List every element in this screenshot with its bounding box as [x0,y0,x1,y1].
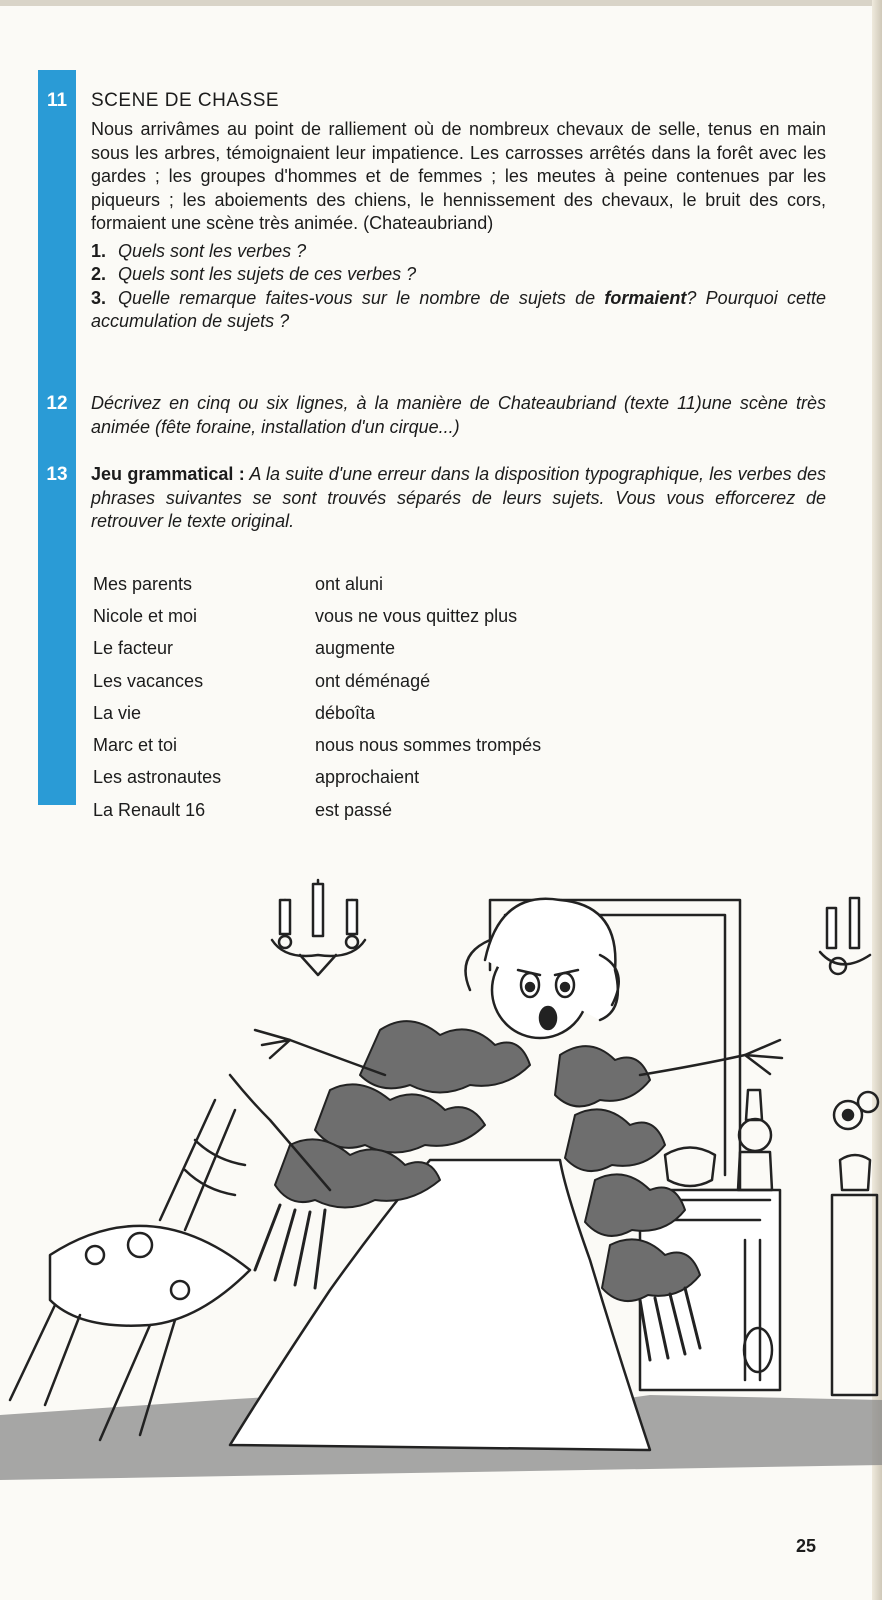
exercise-margin-bar [38,70,76,805]
exercise-13-text: A la suite d'une erreur dans la disposition typographique, les verbes des phrases suivantes se sont trouvés séparés de leurs sujets. Vous vous efforcerez de retrouver le texte original. [91,464,826,531]
subject: La vie [93,702,142,723]
verb: vous ne vous quittez plus [315,605,518,626]
subject-verb-list [93,568,653,826]
list-item [93,568,653,600]
subject: Nicole et moi [93,605,198,626]
list-item [93,633,653,665]
question-1 [91,240,826,264]
list-item [93,729,653,761]
verb: déboîta [315,702,376,723]
verb: ont aluni [315,573,384,594]
exercise-number-13: 13 [38,462,76,488]
question-2-text: Quels sont les sujets de ces verbes ? [118,264,417,284]
list-item [93,794,653,826]
subject: Marc et toi [93,735,178,756]
pot-icon [665,1148,715,1187]
left-arm [255,1030,385,1075]
woman-head [466,899,619,1038]
subject: Le facteur [93,638,174,659]
question-3-keyword: formaient [604,287,687,308]
question-3 [91,287,826,334]
question-2 [91,263,826,287]
subject: La Renault 16 [93,799,206,820]
right-arm [640,1040,782,1075]
question-3-text-b: ? Pourquoi cette accumulation de sujets ? [91,287,826,331]
verb: ont déménagé [315,670,431,691]
subject: Les astronautes [93,767,222,788]
ballgown-illustration [0,860,882,1480]
verb: augmente [315,638,396,659]
question-3-number: 3. [91,287,107,308]
candelabra-right-icon [820,898,870,974]
candelabra-left-icon [272,880,365,975]
exercise-11 [91,89,826,334]
subject: Les vacances [93,670,204,691]
subject: Mes parents [93,573,193,594]
page-top-edge [0,0,882,6]
question-1-number: 1. [91,240,107,261]
dress-skirt [230,1160,650,1450]
exercise-12 [91,392,826,439]
list-item [93,600,653,632]
exercise-number-11: 11 [38,88,76,114]
verb: approchaient [315,767,420,788]
question-1-text: Quels sont les verbes ? [118,240,307,261]
exercise-13-instructions [91,463,826,534]
list-item [93,665,653,697]
question-2-number: 2. [91,264,107,284]
verb: est passé [315,799,393,820]
exercise-number-12: 12 [38,391,76,417]
exercise-13 [91,463,826,534]
exercise-12-text: Décrivez en cinq ou six lignes, à la manière de Chateaubriand (texte 11)une scène très animée (fête foraine, installation d'un cirque...) [91,393,826,437]
list-item [93,762,653,794]
exercise-11-title: SCENE DE CHASSE [91,90,280,111]
question-3-text-a: Quelle remarque faites-vous sur le nombre de sujets de [118,287,596,308]
page-number: 25 [796,1536,817,1556]
exercise-11-text: Nous arrivâmes au point de ralliement où de nombreux chevaux de selle, tenus en main sous les arbres, témoignaient leur impatience. Les carrosses arrêtés dans la forêt avec les gardes ; les groupes d'hommes et de femmes ; les meutes à peine contenues par les piqueurs ; les aboiements des chiens, le hennissement des chevaux, le bruit des cors, formaient une scène très animée. (Chateaubriand) [91,119,826,233]
list-item [93,697,653,729]
oil-lamp-icon [738,1090,772,1190]
verb: nous nous sommes trompés [315,735,542,756]
flower-vase-icon [832,1092,878,1395]
exercise-13-label: Jeu grammatical : [91,464,245,484]
